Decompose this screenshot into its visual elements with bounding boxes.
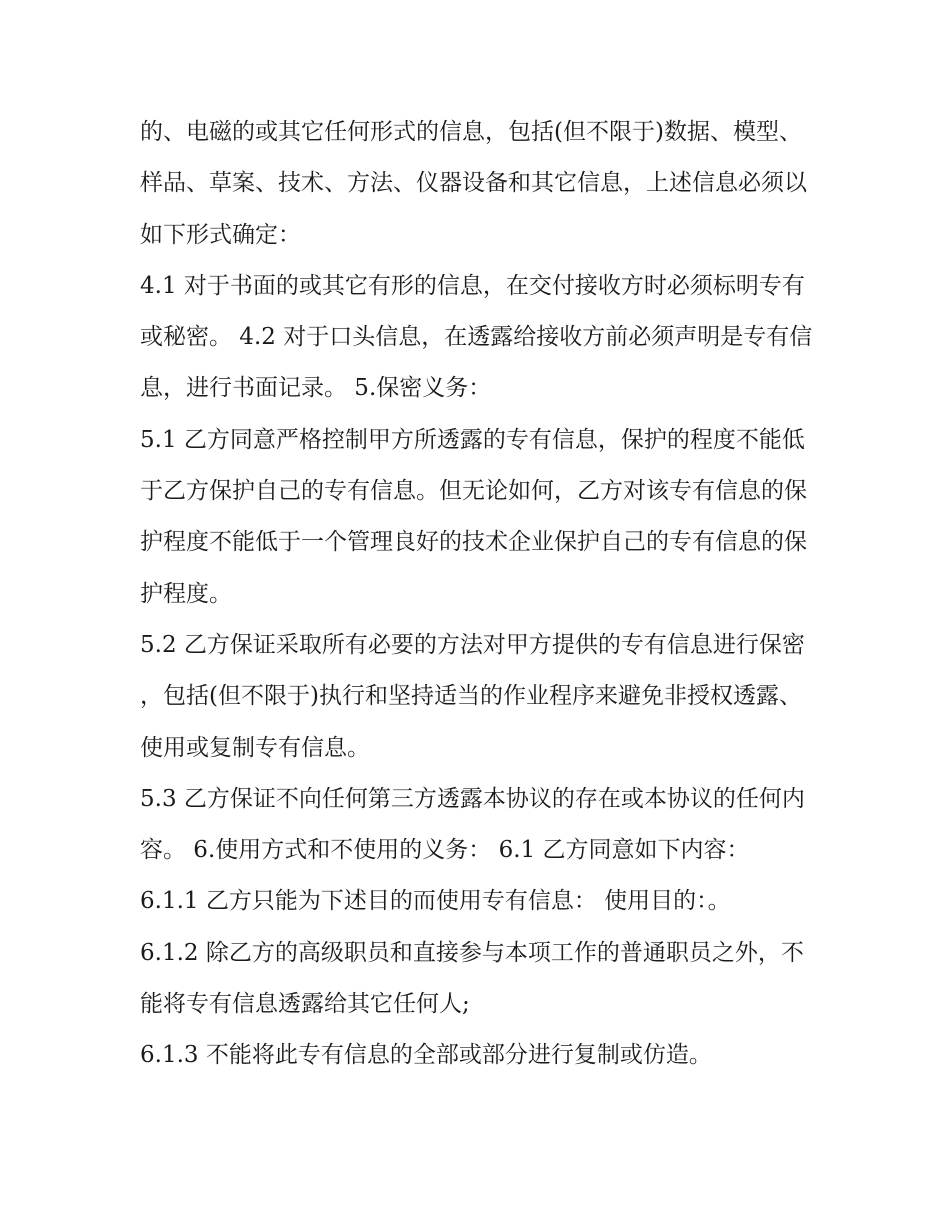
paragraph-info-definition: 的、电磁的或其它任何形式的信息，包括(但不限于)数据、模型、样品、草案、技术、方法、仪器设备和其它信息，上述信息必须以如下形式确定： xyxy=(140,119,807,248)
paragraph-5-1: 5.1 乙方同意严格控制甲方所透露的专有信息，保护的程度不能低于乙方保护自己的专有信息。但无论如何，乙方对该专有信息的保护程度不能低于一个管理良好的技术企业保护自己的专有信息的保护程度。 xyxy=(140,426,807,607)
paragraph-6-1-1: 6.1.1 乙方只能为下述目的而使用专有信息： 使用目的：。 xyxy=(140,888,731,915)
paragraph-6-1-3: 6.1.3 不能将此专有信息的全部或部分进行复制或仿造。 xyxy=(140,1042,712,1069)
paragraph-4-1: 4.1 对于书面的或其它有形的信息，在交付接收方时必须标明专有或秘密。 4.2 对于口头信息，在透露给接收方前必须声明是专有信息，进行书面记录。 5.保密义务： xyxy=(140,272,813,402)
document-body xyxy=(140,107,820,1082)
paragraph-5-3: 5.3 乙方保证不向任何第三方透露本协议的存在或本协议的任何内容。 6.使用方式和不使用的义务： 6.1 乙方同意如下内容： xyxy=(140,785,805,864)
paragraph-6-1-2: 6.1.2 除乙方的高级职员和直接参与本项工作的普通职员之外，不能将专有信息透露给其它任何人; xyxy=(140,939,804,1018)
paragraph-5-2: 5.2 乙方保证采取所有必要的方法对甲方提供的专有信息进行保密，包括(但不限于)执行和坚持适当的作业程序来避免非授权透露、使用或复制专有信息。 xyxy=(140,631,805,761)
